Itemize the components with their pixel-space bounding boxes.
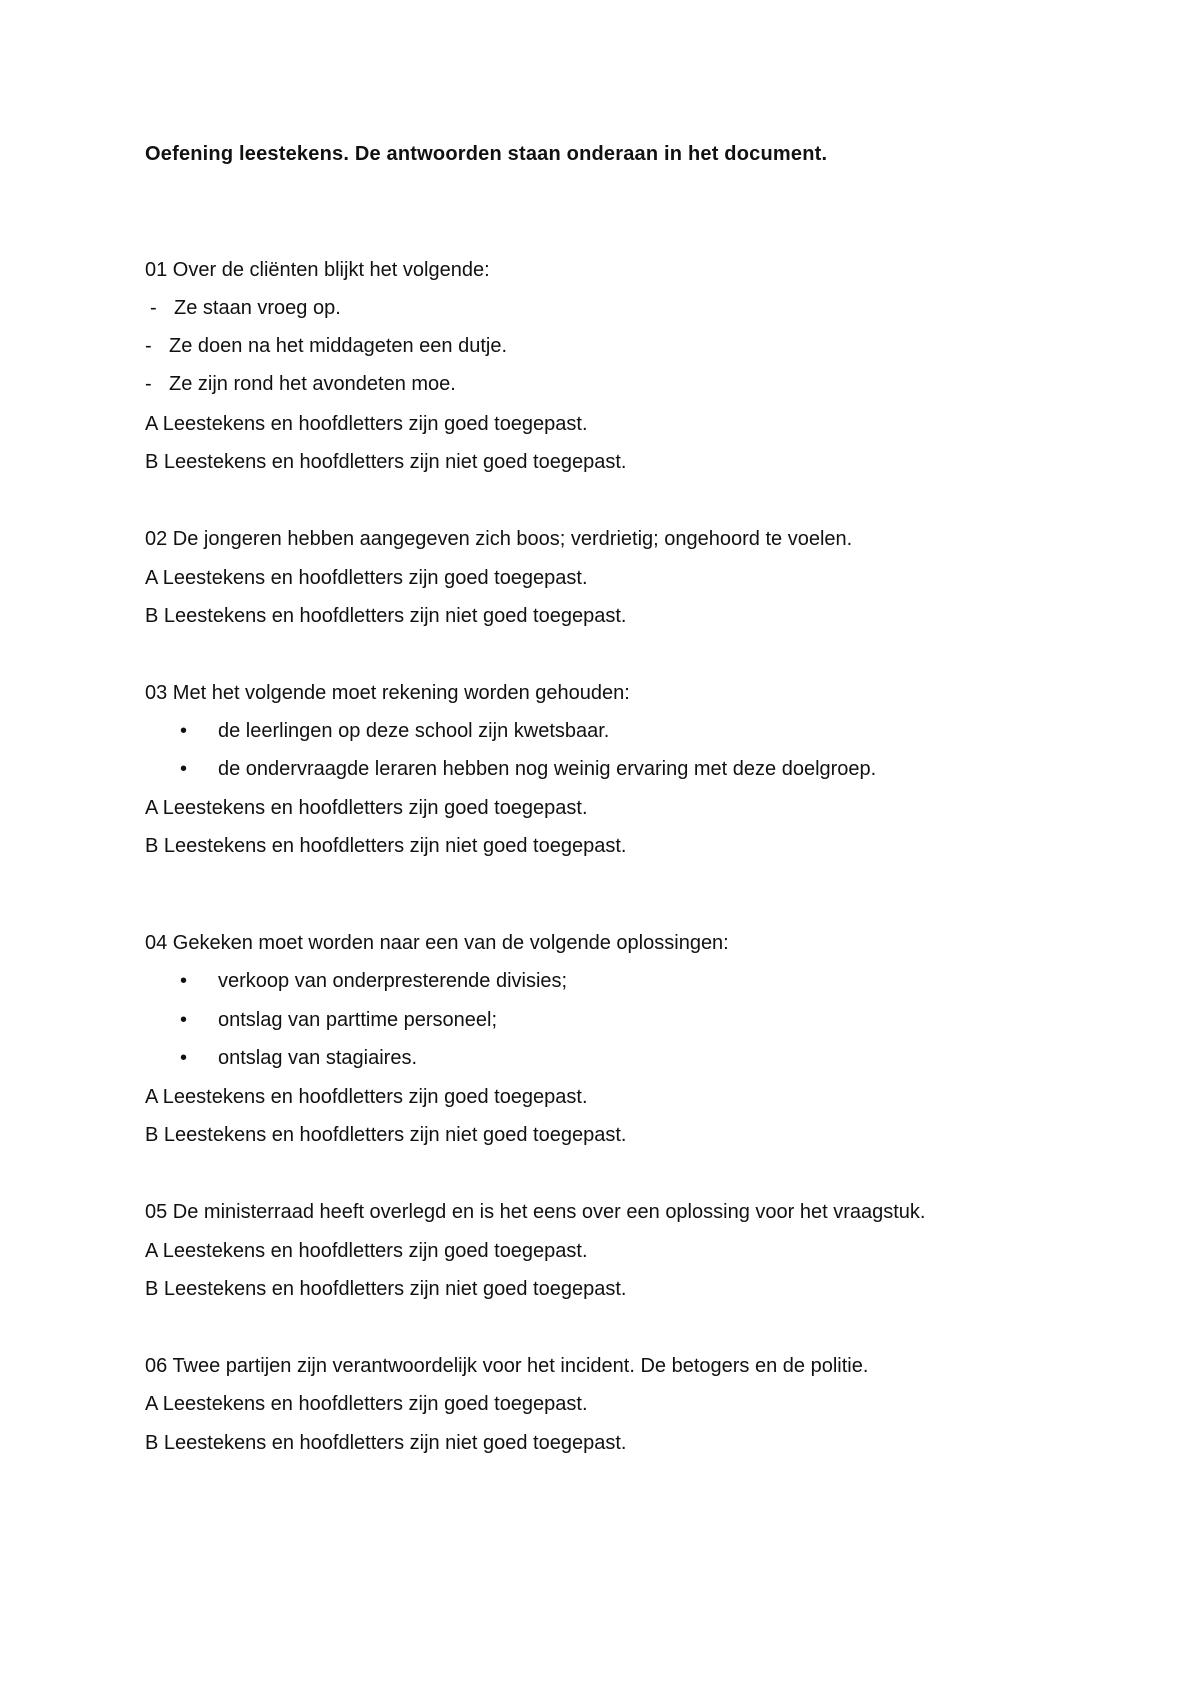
question-02-option-b: B Leestekens en hoofdletters zijn niet goed toegepast. bbox=[145, 605, 627, 627]
bullet-marker: • bbox=[180, 970, 188, 992]
document-title: Oefening leestekens. De antwoorden staan onderaan in het document. bbox=[145, 143, 828, 165]
question-04-stem: 04 Gekeken moet worden naar een van de volgende oplossingen: bbox=[145, 932, 729, 954]
bullet-marker: • bbox=[180, 1047, 188, 1069]
question-04-option-a: A Leestekens en hoofdletters zijn goed toegepast. bbox=[145, 1086, 588, 1108]
question-05-option-b: B Leestekens en hoofdletters zijn niet goed toegepast. bbox=[145, 1278, 627, 1300]
question-01-option-b: B Leestekens en hoofdletters zijn niet goed toegepast. bbox=[145, 451, 627, 473]
question-03-option-b: B Leestekens en hoofdletters zijn niet goed toegepast. bbox=[145, 835, 627, 857]
question-01-option-a: A Leestekens en hoofdletters zijn goed toegepast. bbox=[145, 413, 588, 435]
list-item-text: ontslag van parttime personeel; bbox=[218, 1009, 498, 1031]
bullet-marker: • bbox=[180, 758, 188, 780]
list-item-text: ontslag van stagiaires. bbox=[218, 1047, 418, 1069]
list-item-text: Ze doen na het middageten een dutje. bbox=[169, 335, 508, 357]
list-item-text: de ondervraagde leraren hebben nog weinig ervaring met deze doelgroep. bbox=[218, 758, 877, 780]
question-06-stem: 06 Twee partijen zijn verantwoordelijk voor het incident. De betogers en de politie. bbox=[145, 1355, 869, 1377]
question-01-stem: 01 Over de cliënten blijkt het volgende: bbox=[145, 259, 490, 281]
question-06-option-b: B Leestekens en hoofdletters zijn niet goed toegepast. bbox=[145, 1432, 627, 1454]
question-04-option-b: B Leestekens en hoofdletters zijn niet goed toegepast. bbox=[145, 1124, 627, 1146]
dash-marker: - bbox=[150, 297, 157, 319]
question-05-option-a: A Leestekens en hoofdletters zijn goed toegepast. bbox=[145, 1240, 588, 1262]
list-item-text: Ze zijn rond het avondeten moe. bbox=[169, 373, 456, 395]
question-03-stem: 03 Met het volgende moet rekening worden gehouden: bbox=[145, 682, 630, 704]
question-02-option-a: A Leestekens en hoofdletters zijn goed toegepast. bbox=[145, 567, 588, 589]
bullet-marker: • bbox=[180, 1009, 188, 1031]
bullet-marker: • bbox=[180, 720, 188, 742]
question-06-option-a: A Leestekens en hoofdletters zijn goed toegepast. bbox=[145, 1393, 588, 1415]
dash-marker: - bbox=[145, 335, 152, 357]
dash-marker: - bbox=[145, 373, 152, 395]
question-03-option-a: A Leestekens en hoofdletters zijn goed toegepast. bbox=[145, 797, 588, 819]
question-02-stem: 02 De jongeren hebben aangegeven zich boos; verdrietig; ongehoord te voelen. bbox=[145, 528, 853, 550]
question-05-stem: 05 De ministerraad heeft overlegd en is het eens over een oplossing voor het vraagstuk. bbox=[145, 1201, 926, 1223]
list-item-text: Ze staan vroeg op. bbox=[174, 297, 341, 319]
list-item-text: de leerlingen op deze school zijn kwetsbaar. bbox=[218, 720, 610, 742]
list-item-text: verkoop van onderpresterende divisies; bbox=[218, 970, 568, 992]
